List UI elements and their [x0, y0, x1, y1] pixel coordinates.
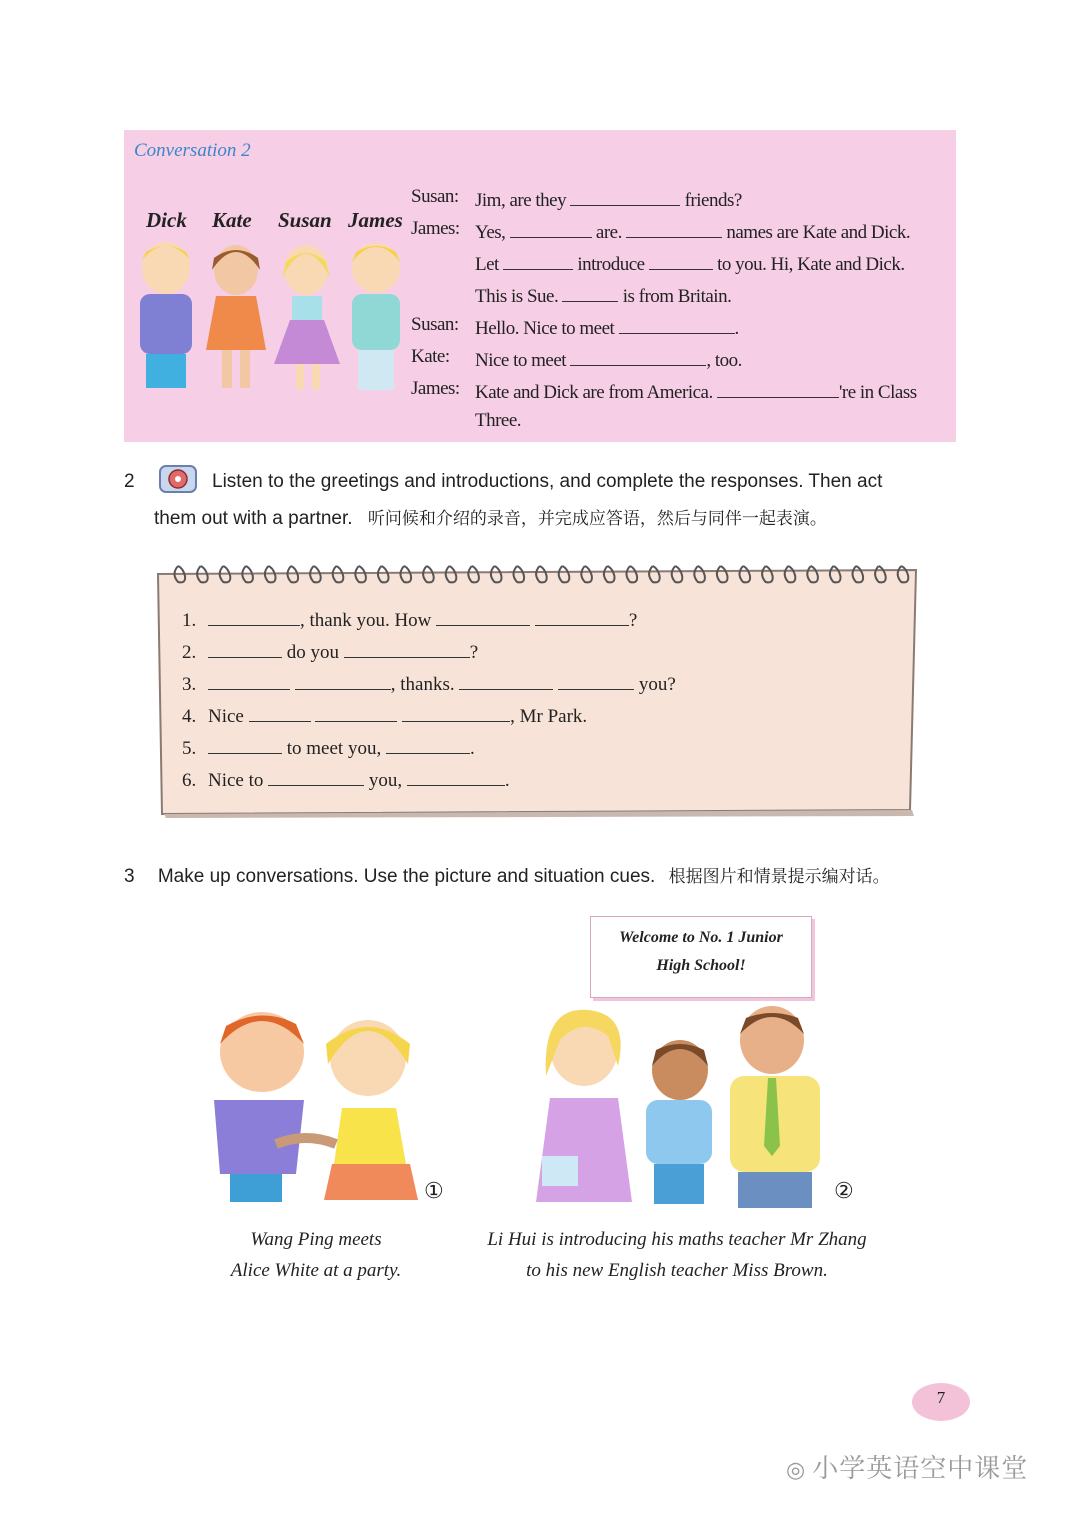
conversation-title: Conversation 2: [134, 140, 251, 161]
item-number: 2.: [182, 642, 197, 663]
text-fragment: Hello. Nice to meet: [475, 318, 619, 339]
answer-blank[interactable]: [626, 218, 722, 238]
text-fragment: This is Sue.: [475, 286, 563, 307]
speaker-label: Susan:: [411, 186, 459, 207]
caption-2: [462, 1229, 892, 1282]
text-fragment: are.: [591, 222, 627, 243]
speaker-label: Kate:: [411, 346, 450, 367]
text-fragment: friends?: [680, 190, 742, 211]
text-fragment: do you: [282, 642, 344, 663]
answer-blank[interactable]: [208, 734, 282, 754]
item-text: [208, 706, 587, 727]
line-text: [475, 378, 917, 404]
item-number: 5.: [182, 738, 197, 759]
character-name-susan: Susan: [278, 208, 332, 232]
exercise-item: [182, 670, 676, 696]
item-number: 6.: [182, 770, 197, 791]
answer-blank[interactable]: [503, 250, 573, 270]
miss-brown-figure: [536, 1010, 632, 1202]
exercise-2-instruction-line2: [154, 504, 827, 530]
answer-blank[interactable]: [459, 670, 553, 690]
text-fragment: , Mr Park.: [510, 706, 588, 727]
exercise-2-number: 2: [124, 471, 135, 492]
text-fragment: .: [469, 738, 475, 759]
item-number: 3.: [182, 674, 197, 695]
exercise-3-heading: [124, 862, 890, 888]
text-fragment: , thanks.: [390, 674, 460, 695]
line-text: [475, 186, 742, 212]
li-hui-figure: [646, 1040, 712, 1204]
kate-figure: [206, 245, 266, 388]
answer-blank[interactable]: [386, 734, 470, 754]
wang-ping-figure: [214, 1012, 304, 1202]
text-fragment: you,: [364, 770, 407, 791]
answer-blank[interactable]: [295, 670, 391, 690]
text-fragment: Nice to: [208, 770, 269, 791]
text-fragment: Yes,: [475, 222, 510, 243]
text-fragment: to you. Hi, Kate and Dick.: [712, 254, 905, 275]
answer-blank[interactable]: [268, 766, 364, 786]
line-text: [475, 250, 905, 276]
answer-blank[interactable]: [717, 378, 839, 398]
text-fragment: , thank you. How: [300, 610, 437, 631]
exercise-item: [182, 734, 475, 760]
text-fragment: is from Britain.: [618, 286, 732, 307]
answer-blank[interactable]: [208, 670, 290, 690]
exercise-3-number: 3: [124, 866, 135, 887]
character-name-james: James: [348, 208, 403, 232]
notepad-panel: [154, 560, 920, 818]
text-fragment: introduce: [573, 254, 649, 275]
answer-blank[interactable]: [402, 702, 510, 722]
answer-blank[interactable]: [562, 282, 618, 302]
answer-blank[interactable]: [344, 638, 470, 658]
text-fragment: .: [504, 770, 510, 791]
exercise-item: [182, 606, 637, 632]
picture-2-introduction: [522, 1006, 832, 1210]
exercise-2-instruction-chinese: 听问候和介绍的录音，并完成应答语，然后与同伴一起表演。: [367, 509, 827, 529]
answer-blank[interactable]: [407, 766, 505, 786]
answer-blank[interactable]: [208, 638, 282, 658]
answer-blank[interactable]: [535, 606, 629, 626]
susan-figure: [274, 245, 340, 390]
watermark-text: 小学英语空中课堂: [812, 1454, 1029, 1484]
text-fragment: Nice to meet: [475, 350, 571, 371]
welcome-sign: [590, 916, 812, 998]
answer-blank[interactable]: [570, 186, 680, 206]
caption-2-line-2: to his new English teacher Miss Brown.: [526, 1260, 828, 1281]
picture-1-wang-ping-alice: [196, 1004, 426, 1204]
picture-2-marker: ②: [834, 1178, 854, 1203]
line-text: [475, 410, 521, 432]
text-fragment: Jim, are they: [475, 190, 571, 211]
text-fragment: ?: [628, 610, 638, 631]
item-text: [208, 770, 510, 791]
watermark: [786, 1448, 1028, 1485]
caption-2-line-1: Li Hui is introducing his maths teacher Mr Zhang: [487, 1229, 867, 1250]
answer-blank[interactable]: [510, 218, 592, 238]
answer-blank[interactable]: [558, 670, 634, 690]
text-fragment: Let: [475, 254, 504, 275]
text-fragment: Three.: [475, 410, 522, 431]
exercise-2-instruction: Listen to the greetings and introductions, and complete the responses. Then act: [212, 471, 883, 492]
answer-blank[interactable]: [315, 702, 397, 722]
speaker-label: James:: [411, 378, 460, 399]
item-text: [208, 610, 637, 631]
line-text: [475, 218, 910, 244]
item-text: [208, 642, 478, 663]
exercise-3-instruction-chinese: 根据图片和情景提示编对话。: [668, 867, 890, 887]
mr-zhang-figure: [730, 1006, 820, 1208]
item-text: [208, 674, 676, 695]
item-text: [208, 738, 475, 759]
answer-blank[interactable]: [570, 346, 706, 366]
line-text: [475, 282, 731, 308]
exercise-3-instruction: Make up conversations. Use the picture and situation cues.: [157, 866, 656, 887]
answer-blank[interactable]: [619, 314, 735, 334]
text-fragment: Nice: [208, 706, 249, 727]
item-number: 4.: [182, 706, 197, 727]
answer-blank[interactable]: [249, 702, 311, 722]
cd-audio-icon[interactable]: [158, 460, 198, 496]
text-fragment: .: [734, 318, 739, 339]
text-fragment: , too.: [706, 350, 742, 371]
speaker-label: James:: [411, 218, 460, 239]
exercise-2-instruction-end: them out with a partner.: [154, 508, 353, 529]
page-number: 7: [912, 1383, 970, 1421]
line-text: [475, 314, 739, 340]
caption-1-line-1: Wang Ping meets: [250, 1229, 382, 1250]
caption-1-line-2: Alice White at a party.: [230, 1260, 402, 1281]
children-illustration: [128, 238, 410, 392]
character-name-kate: Kate: [212, 208, 252, 232]
james-figure: [352, 243, 400, 390]
answer-blank[interactable]: [208, 606, 300, 626]
item-number: 1.: [182, 610, 197, 631]
answer-blank[interactable]: [649, 250, 713, 270]
text-fragment: 're in Class: [838, 382, 917, 403]
sign-line-2: High School!: [656, 957, 746, 974]
exercise-item: [182, 638, 478, 664]
character-name-dick: Dick: [146, 208, 187, 232]
picture-1-marker: ①: [424, 1178, 444, 1203]
sign-line-1: Welcome to No. 1 Junior: [619, 929, 783, 946]
speaker-label: Susan:: [411, 314, 459, 335]
text-fragment: you?: [634, 674, 676, 695]
exercise-item: [182, 702, 587, 728]
text-fragment: Kate and Dick are from America.: [475, 382, 717, 403]
answer-blank[interactable]: [436, 606, 530, 626]
dick-figure: [140, 242, 192, 388]
line-text: [475, 346, 742, 372]
text-fragment: to meet you,: [282, 738, 386, 759]
caption-1: [196, 1229, 436, 1282]
alice-white-figure: [324, 1020, 418, 1200]
text-fragment: ?: [469, 642, 479, 663]
wechat-icon: ◎: [786, 1458, 807, 1483]
exercise-item: [182, 766, 510, 792]
text-fragment: names are Kate and Dick.: [722, 222, 911, 243]
conversation-2-box: [124, 130, 956, 442]
